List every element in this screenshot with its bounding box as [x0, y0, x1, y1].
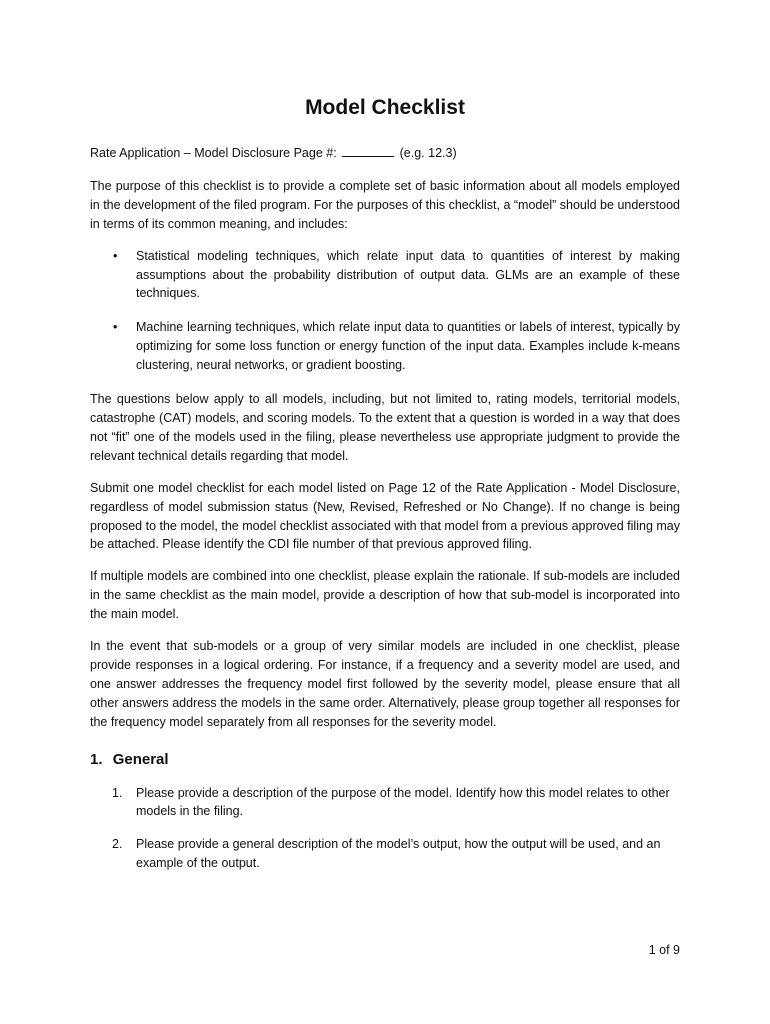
document-body — [90, 94, 680, 887]
bullet-text: Machine learning techniques, which relate input data to quantities or labels of interest, typically by optimizing for some loss function or energy function of the input data. Examples include k-means clustering, neural networks, or gradient boosting. — [136, 320, 680, 373]
question-text: Please provide a description of the purpose of the model. Identify how this model relates to other models in the filing. — [136, 785, 670, 819]
list-item — [90, 247, 680, 304]
bullet-text: Statistical modeling techniques, which relate input data to quantities of interest by making assumptions about the probability distribution of output data. GLMs are an example of these techniques. — [136, 248, 680, 301]
body-paragraph: In the event that sub-models or a group of very similar models are included in one checklist, please provide responses in a logical ordering. For instance, if a frequency and a severity model are used, and one answer addresses the frequency model first followed by the severity model, please ensure that all other answers address the models in the same order. Alternatively, please group together all responses for the frequency model separately from all responses for the severity model. — [90, 639, 680, 729]
section-number: 1. — [90, 750, 103, 768]
list-item — [90, 835, 680, 873]
section-heading — [90, 750, 680, 770]
question-text: Please provide a general description of the model’s output, how the output will be used, and an example of the output. — [136, 837, 661, 871]
body-paragraph: The questions below apply to all models, including, but not limited to, rating models, territorial models, catastrophe (CAT) models, and scoring models. To the extent that a question is worded in a way that does not “fit” one of the models used in the filing, please nevertheless use appropriate judgment to provide the relevant technical details regarding that model. — [90, 392, 680, 463]
disclosure-page-example: (e.g. 12.3) — [399, 146, 457, 160]
question-number: 1. — [112, 785, 123, 800]
section-title: General — [112, 750, 169, 768]
body-paragraph: If multiple models are combined into one checklist, please explain the rationale. If sub-models are included in the same checklist as the main model, provide a description of how that sub-model is incorporated into the main model. — [90, 569, 680, 622]
bullet-icon: • — [113, 320, 118, 335]
disclosure-page-label: Rate Application – Model Disclosure Page #: — [90, 146, 337, 160]
list-item — [90, 784, 680, 822]
questions-list — [90, 784, 680, 874]
intro-paragraph: The purpose of this checklist is to provide a complete set of basic information about all models employed in the development of the filed program. For the purposes of this checklist, a “model” should be understood in terms of its common meaning, and includes: — [90, 178, 680, 231]
model-types-list — [90, 247, 680, 375]
disclosure-page-line — [90, 144, 680, 163]
bullet-icon: • — [113, 248, 118, 263]
disclosure-page-blank — [342, 144, 394, 157]
body-paragraph: Submit one model checklist for each model listed on Page 12 of the Rate Application - Model Disclosure, regardless of model submission status (New, Revised, Refreshed or No Change). If no change is being proposed to the model, the model checklist associated with that model from a previous approved filing may be attached. Please identify the CDI file number of that previous approved filing. — [90, 480, 680, 552]
list-item — [90, 318, 680, 375]
page-title: Model Checklist — [305, 96, 465, 119]
page-number: 1 of 9 — [648, 943, 680, 957]
question-number: 2. — [112, 837, 123, 852]
